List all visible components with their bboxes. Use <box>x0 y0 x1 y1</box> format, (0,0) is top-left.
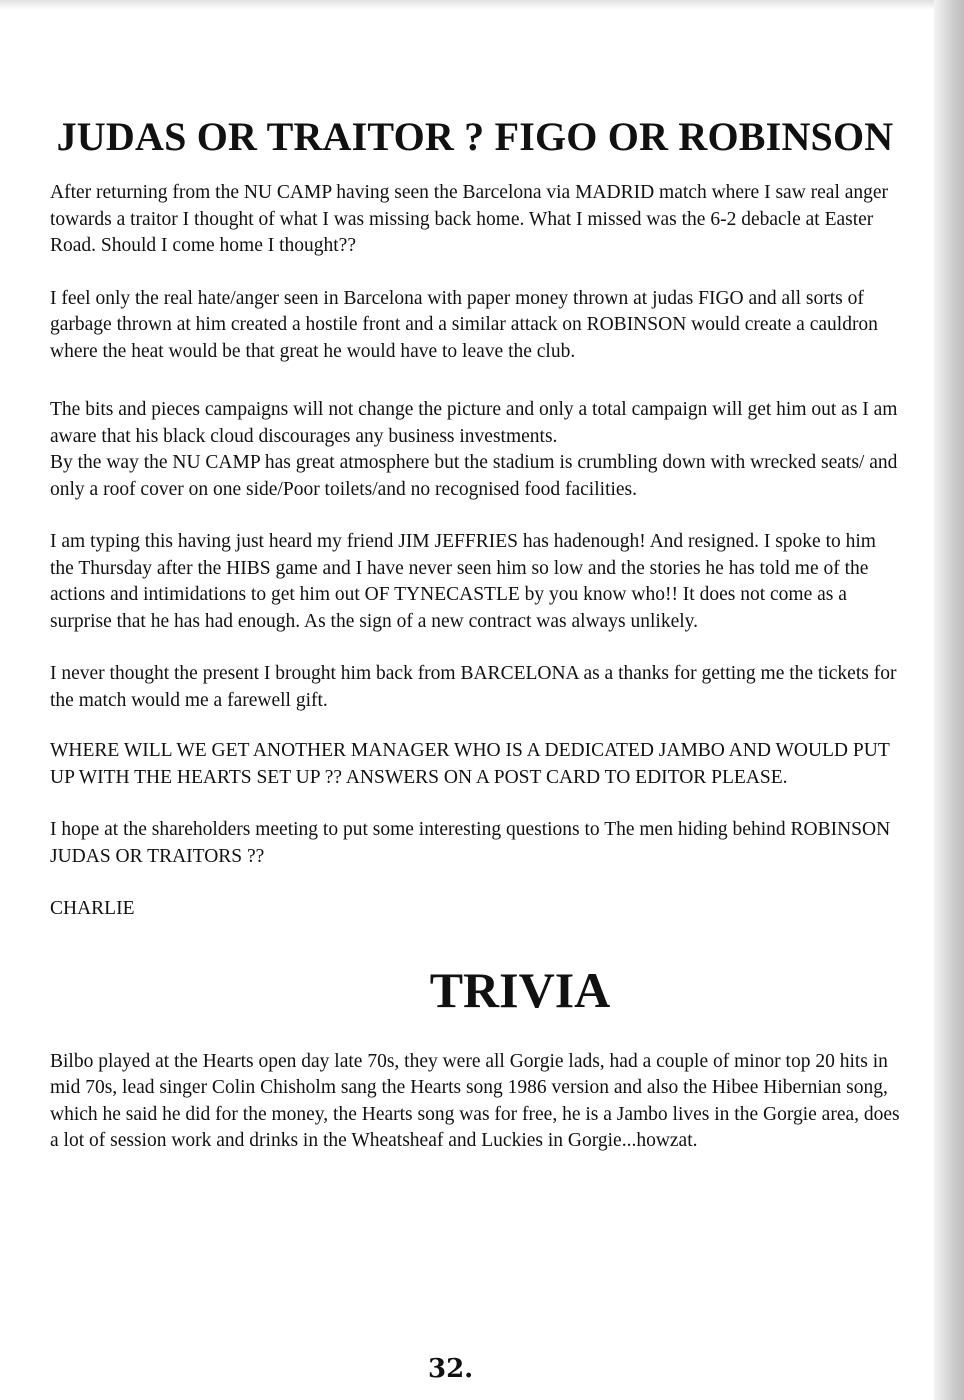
spacer <box>50 503 900 529</box>
author-signature: CHARLIE <box>50 898 135 919</box>
spacer <box>50 923 900 961</box>
spacer <box>50 870 900 896</box>
paragraph-manager-question: WHERE WILL WE GET ANOTHER MANAGER WHO IS A DEDICATED JAMBO AND WOULD PUT UP WITH THE HEARTS SET UP ?? ANSWERS ON A POST CARD TO EDITOR PLEASE. <box>50 740 890 788</box>
paragraph-figo: I feel only the real hate/anger seen in Barcelona with paper money thrown at judas FIGO and all sorts of garbage thrown at him created a hostile front and a similar attack on ROBINSON would create a cauldron where the heat would be that great he would have to leave the club. <box>50 287 878 362</box>
paragraph-jeffries: I am typing this having just heard my friend JIM JEFFRIES has hadenough! And resigned. I spoke to him the Thursday after the HIBS game and I have never seen him so low and the stories he has told me of the actions and intimidations to get him out OF TYNECASTLE by you know who!! It does not come as a surprise that he has had enough. As the sign of a new contract was always unlikely. <box>50 531 876 632</box>
spacer <box>50 791 900 817</box>
spacer <box>50 1019 900 1049</box>
spacer <box>50 260 900 286</box>
trivia-title: TRIVIA <box>429 961 611 1018</box>
paragraph-shareholders: I hope at the shareholders meeting to put some interesting questions to The men hiding behind ROBINSON JUDAS OR TRAITORS ?? <box>50 819 891 867</box>
page-number: 32. <box>428 1354 474 1384</box>
article-content <box>50 112 900 1155</box>
article-title: JUDAS OR TRAITOR ? FIGO OR ROBINSON <box>56 114 894 159</box>
trivia-paragraph: Bilbo played at the Hearts open day late 70s, they were all Gorgie lads, had a couple of minor top 20 hits in mid 70s, lead singer Colin Chisholm sang the Hearts song 1986 version and also the Hibee Hibernian song, which he said he did for the money, the Hearts song was for free, he is a Jambo lives in the Gorgie area, does a lot of session work and drinks in the Wheatsheaf and Luckies in Gorgie...howzat. <box>50 1050 900 1151</box>
spacer <box>50 714 900 738</box>
page-edge-right <box>934 0 964 1400</box>
spacer <box>50 365 900 397</box>
paragraph-campaign: The bits and pieces campaigns will not change the picture and only a total campaign will get him out as I am aware that his black cloud discourages any business investments. <box>50 399 898 447</box>
spacer <box>50 635 900 661</box>
page-shadow-top <box>0 0 964 10</box>
paragraph-barcelona: After returning from the NU CAMP having seen the Barcelona via MADRID match where I saw real anger towards a traitor I thought of what I was missing back home. What I missed was the 6-2 debacle at Easter Road. Should I come home I thought?? <box>50 182 889 256</box>
paragraph-gift: I never thought the present I brought him back from BARCELONA as a thanks for getting me the tickets for the match would me a farewell gift. <box>50 663 897 711</box>
paragraph-nu-camp: By the way the NU CAMP has great atmosphere but the stadium is crumbling down with wrecked seats/ and only a roof cover on one side/Poor toilets/and no recognised food facilities. <box>50 452 898 500</box>
